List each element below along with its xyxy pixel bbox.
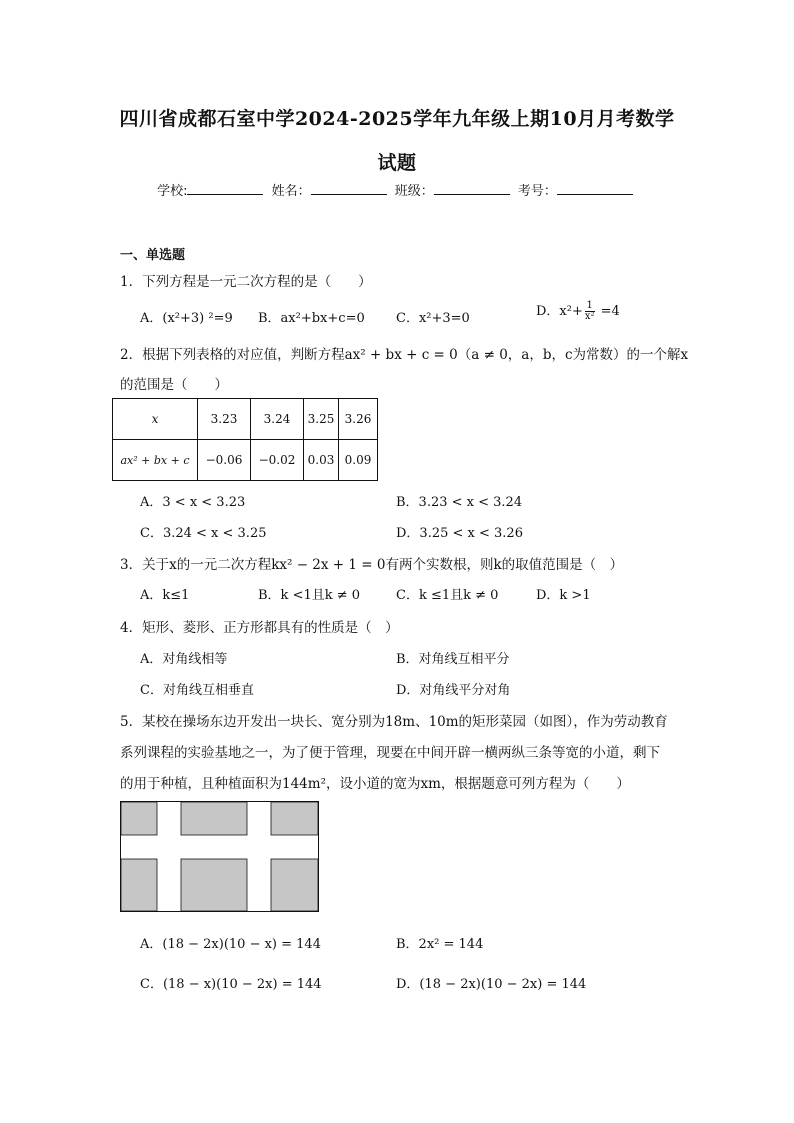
q3-option-a[interactable]: A．k≤1 <box>140 588 190 603</box>
school-label: 学校: <box>157 184 188 199</box>
q1-option-c[interactable]: C．x²+3=0 <box>396 311 470 326</box>
question-5-stem-line3: 的用于种植，且种植面积为144m²，设小道的宽为xm，根据题意可列方程为（ ） <box>120 776 630 792</box>
planting-plot <box>271 859 318 911</box>
q2-option-b[interactable]: B．3.23 < x < 3.24 <box>396 495 523 510</box>
q3-option-d[interactable]: D．k >1 <box>536 588 591 603</box>
q5-option-a[interactable]: A．(18 − 2x)(10 − x) = 144 <box>140 937 321 952</box>
exam-number-blank[interactable] <box>557 182 633 195</box>
table-cell: 3.26 <box>339 399 378 440</box>
name-label: 姓名： <box>271 184 311 199</box>
question-1-stem: 1．下列方程是一元二次方程的是（ ） <box>120 274 372 290</box>
table-cell: −0.06 <box>198 440 251 481</box>
q1-option-d-fraction <box>585 301 595 322</box>
table-row <box>113 399 378 440</box>
q5-option-d[interactable]: D．(18 − 2x)(10 − 2x) = 144 <box>396 977 587 992</box>
q2-option-a[interactable]: A．3 < x < 3.23 <box>140 495 246 510</box>
value-table <box>112 398 378 481</box>
exam-number-label: 考号： <box>517 184 557 199</box>
question-2-stem-line2: 的范围是（ ） <box>120 377 228 393</box>
question-3-stem: 3．关于x的一元二次方程kx² − 2x + 1 = 0有两个实数根，则k的取值范围是（ ） <box>120 557 624 573</box>
table-cell: 3.25 <box>304 399 339 440</box>
fraction-denominator: x² <box>584 311 595 322</box>
class-blank[interactable] <box>434 182 510 195</box>
q2-option-d[interactable]: D．3.25 < x < 3.26 <box>396 526 523 541</box>
q5-option-c[interactable]: C．(18 − x)(10 − 2x) = 144 <box>140 977 322 992</box>
table-cell: 3.24 <box>251 399 304 440</box>
question-2-stem-line1: 2．根据下列表格的对应值，判断方程ax² + bx + c = 0（a ≠ 0，a，b，c为常数）的一个解x <box>120 347 689 363</box>
planting-plot <box>181 859 247 911</box>
planting-plot <box>181 802 247 835</box>
name-blank[interactable] <box>311 182 387 195</box>
table-cell: 0.03 <box>304 440 339 481</box>
q1-option-d[interactable] <box>536 300 620 322</box>
q4-option-a[interactable]: A．对角线相等 <box>140 652 228 667</box>
section-heading: 一、单选题 <box>120 248 186 263</box>
table-cell: −0.02 <box>251 440 304 481</box>
planting-plot <box>121 859 157 911</box>
school-blank[interactable] <box>187 182 263 195</box>
question-5-stem-line1: 5．某校在操场东边开发出一块长、宽分别为18m、10m的矩形菜园（如图），作为劳动教育 <box>120 714 668 730</box>
table-cell: 3.23 <box>198 399 251 440</box>
question-4-stem: 4．矩形、菱形、正方形都具有的性质是（ ） <box>120 620 399 636</box>
question-5-stem-line2: 系列课程的实验基地之一，为了便于管理，现要在中间开辟一横两纵三条等宽的小道，剩下 <box>120 745 660 761</box>
garden-diagram <box>120 801 320 913</box>
q3-option-c[interactable]: C．k ≤1且k ≠ 0 <box>396 588 499 603</box>
q3-option-b[interactable]: B．k <1且k ≠ 0 <box>258 588 361 603</box>
planting-plot <box>121 802 157 835</box>
table-header-expression: ax² + bx + c <box>113 440 198 481</box>
exam-title-line1: 四川省成都石室中学2024-2025学年九年级上期10月月考数学 <box>119 108 675 130</box>
class-label: 班级： <box>394 184 434 199</box>
q1-option-d-suffix: =4 <box>596 304 620 319</box>
q2-option-c[interactable]: C．3.24 < x < 3.25 <box>140 526 267 541</box>
q1-option-a[interactable]: A．(x²+3) ²=9 <box>140 311 233 326</box>
exam-title-line2: 试题 <box>377 152 417 174</box>
fraction-numerator: 1 <box>586 300 593 311</box>
student-info-row <box>0 180 794 199</box>
q4-option-d[interactable]: D．对角线平分对角 <box>396 683 511 698</box>
table-row <box>113 440 378 481</box>
planting-plot <box>271 802 318 835</box>
q4-option-b[interactable]: B．对角线互相平分 <box>396 652 510 667</box>
q5-option-b[interactable]: B．2x² = 144 <box>396 937 484 952</box>
q4-option-c[interactable]: C．对角线互相垂直 <box>140 683 254 698</box>
table-header-x: x <box>113 399 198 440</box>
q1-option-d-prefix: D．x²+ <box>536 304 583 319</box>
table-cell: 0.09 <box>339 440 378 481</box>
q1-option-b[interactable]: B．ax²+bx+c=0 <box>258 311 365 326</box>
